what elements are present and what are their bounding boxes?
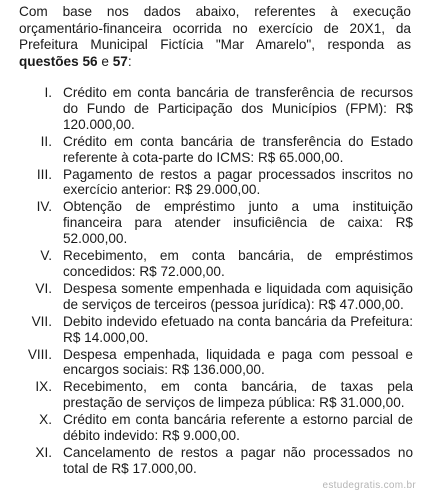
item-text: Crédito em conta bancária referente a estorno parcial de débito indevido: R$ 9.000,00.	[63, 412, 413, 444]
list-item	[0, 167, 426, 199]
item-numeral: III.	[36, 166, 52, 182]
item-text: Despesa empenhada, liquidada e paga com pessoal e encargos sociais: R$ 136.000,00.	[63, 346, 413, 378]
item-numeral: VIII.	[27, 346, 52, 362]
item-text: Pagamento de restos a pagar processados inscritos no exercício anterior: R$ 29.000,00.	[63, 166, 413, 198]
list-item	[0, 134, 426, 166]
item-numeral: VI.	[35, 280, 52, 296]
item-numeral: V.	[40, 248, 52, 264]
list-item	[0, 347, 426, 379]
item-numeral: X.	[39, 412, 52, 428]
transactions-list	[0, 85, 426, 478]
item-text: Debito indevido efetuado na conta bancária da Prefeitura: R$ 14.000,00.	[63, 313, 413, 345]
item-numeral: IV.	[36, 199, 52, 215]
item-numeral: XI.	[35, 444, 52, 460]
item-numeral: I.	[44, 85, 52, 100]
list-item	[0, 199, 426, 247]
intro-question-57: 57	[112, 53, 128, 69]
item-text: Recebimento, em conta bancária, de taxas pela prestação de serviços de limpeza pública: R$ 31.000,00.	[63, 379, 413, 411]
item-text: Cancelamento de restos a pagar não processados no total de R$ 17.000,00.	[63, 444, 413, 476]
intro-paragraph	[19, 4, 411, 70]
item-text: Crédito em conta bancária de transferência de recursos do Fundo de Participação dos Municípios (FPM): R$ 120.000,00.	[63, 85, 413, 132]
list-item	[0, 412, 426, 444]
list-item	[0, 379, 426, 411]
item-text: Recebimento, em conta bancária, de empréstimos concedidos: R$ 72.000,00.	[63, 248, 413, 279]
intro-question-56: questões 56	[19, 53, 98, 69]
list-item	[0, 248, 426, 280]
item-text: Obtenção de empréstimo junto a uma instituição financeira para atender insuficiência de caixa: R$ 52.000,00.	[63, 199, 413, 247]
list-item	[0, 445, 426, 477]
item-numeral: VII.	[31, 313, 52, 329]
site-watermark: estudegratis.com.br	[322, 480, 416, 491]
item-text: Despesa somente empenhada e liquidada com aquisição de serviços de terceiros (pessoa jurídica): R$ 47.000,00.	[63, 280, 413, 312]
list-item	[0, 314, 426, 346]
intro-colon: :	[127, 53, 132, 69]
intro-conjunction: e	[97, 53, 113, 69]
list-item	[0, 85, 426, 133]
list-item	[0, 281, 426, 313]
item-text: Crédito em conta bancária de transferência do Estado referente à cota-parte do ICMS: R$ 65.000,00.	[63, 133, 413, 165]
item-numeral: II.	[40, 133, 52, 149]
intro-text: Com base nos dados abaixo, referentes à execução orçamentário-financeira ocorrida no exercício de 20X1, da Prefeitura Municipal Fictícia "Mar Amarelo", responda as	[19, 4, 411, 52]
item-numeral: IX.	[35, 379, 52, 395]
